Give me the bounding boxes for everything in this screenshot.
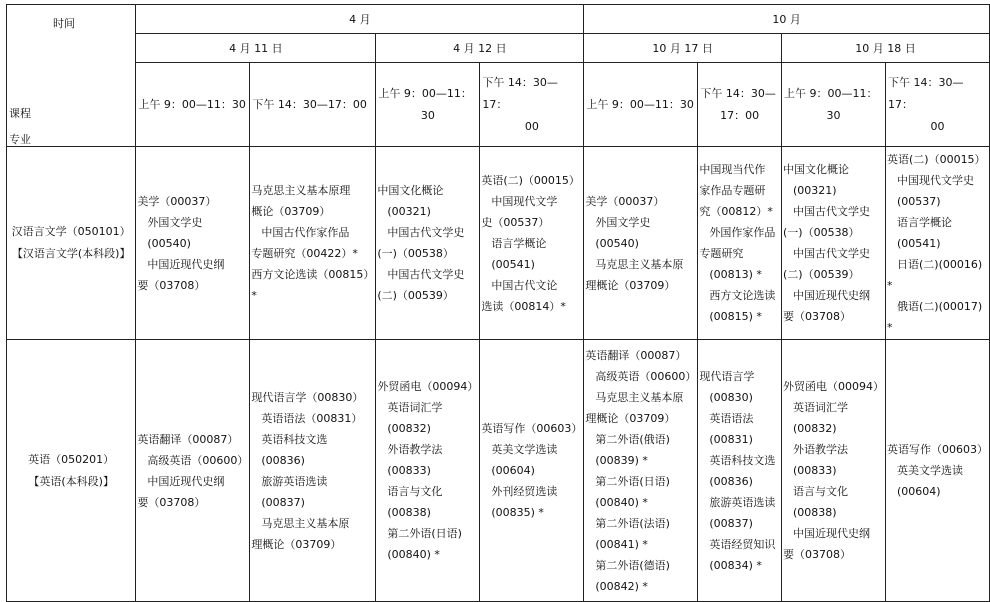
time-slot-text: 上午 9：00—11： (783, 86, 878, 100)
course-line: (00604) (491, 464, 535, 477)
course-line: 英语翻译（00087） (585, 348, 687, 362)
course-line: 外贸函电（00094） (377, 380, 479, 393)
course-cell (480, 340, 584, 602)
course-line: 英语(二)（00015） (886, 152, 986, 166)
course-cell (584, 147, 698, 340)
course-line: (00540) (595, 236, 639, 250)
course-line: 英语科技文选 (709, 453, 776, 467)
course-line: 英语语法 (709, 411, 754, 425)
course-cell (698, 147, 782, 340)
course-line: 第二外语(俄语) (595, 432, 670, 446)
course-line: (00835) * (491, 506, 544, 519)
corner-course-label: 课程 (9, 107, 31, 120)
course-line: 语言与文化 (792, 485, 848, 498)
course-cell (136, 340, 250, 602)
course-line: 第二外语(日语) (387, 527, 462, 540)
course-line: 英语写作（00603） (886, 443, 988, 456)
course-line: 第二外语(德语) (595, 558, 670, 572)
course-line: (00831) (709, 432, 753, 446)
course-line: (00836) (709, 474, 753, 488)
course-line: 中国古代文学史 (387, 226, 465, 239)
header-corner (7, 5, 136, 147)
time-slot-5 (698, 63, 782, 147)
course-line: 理概论（03709） (251, 537, 342, 551)
major-name-line: 英语（050201） (28, 452, 115, 466)
time-slot-text: 下午 14：30— (700, 86, 776, 100)
course-line: (一)（00538） (377, 247, 454, 260)
course-line: 英语写作（00603） (481, 422, 583, 435)
course-line: (00838) (387, 506, 431, 519)
course-line: 要（03708） (782, 548, 851, 561)
course-line: 马克思主义基本原理 (251, 184, 351, 197)
course-line: 英语科技文选 (261, 432, 328, 446)
time-slot-text: 下午 14：30—17： (482, 75, 558, 111)
course-cell (250, 340, 376, 602)
course-cell (376, 340, 480, 602)
course-line: (00833) (387, 464, 431, 477)
course-line: (00838) (792, 506, 837, 519)
course-line: (00840) * (595, 495, 648, 509)
day-oct-18: 10 月 18 日 (781, 34, 989, 63)
course-line: 语言学概论 (896, 215, 952, 229)
course-line: 中国古代作家作品 (261, 226, 350, 239)
course-line: 高级英语（00600） (147, 453, 249, 467)
course-cell (136, 147, 250, 340)
time-slot-0 (136, 63, 250, 147)
course-line: 中国古代文学史 (792, 247, 870, 260)
course-line: 英语经贸知识 (709, 537, 776, 551)
course-line: (00839) * (595, 453, 648, 467)
course-line: 马克思主义基本原 (595, 257, 684, 271)
time-slot-text: 17：00 (720, 108, 760, 122)
exam-schedule-table (6, 4, 990, 602)
course-line: 理概论（03709） (585, 278, 676, 292)
course-line: 中国现当代作 (699, 163, 766, 176)
course-line: 英语词汇学 (792, 401, 848, 414)
time-slot-text: 上午 9：00—11： (378, 86, 472, 100)
course-line: 高级英语（00600） (595, 369, 697, 383)
course-line: (00813) * (709, 268, 762, 281)
course-line: 中国古代文学史 (792, 205, 870, 218)
course-line: (00815) * (709, 310, 762, 323)
course-line: 中国现代文学史 (896, 173, 974, 187)
course-line: 专题研究（00422）* (251, 247, 358, 260)
course-line: (00842) * (595, 579, 648, 593)
course-line: 外国作家作品 (709, 226, 776, 239)
course-line: (00321) (792, 184, 837, 197)
course-cell (584, 340, 698, 602)
time-slot-7 (885, 63, 989, 147)
course-line: 史（00537） (481, 215, 550, 229)
course-line: * (251, 289, 257, 302)
time-slot-6 (781, 63, 885, 147)
time-slot-4 (584, 63, 698, 147)
course-line: (00537) (896, 194, 941, 208)
course-line: (00604) (896, 485, 941, 498)
course-line: (00832) (387, 422, 431, 435)
course-line: 概论（03709） (251, 205, 331, 218)
time-slot-3 (480, 63, 584, 147)
time-slot-text: 00 (524, 119, 539, 133)
course-cell (480, 147, 584, 340)
course-line: 第二外语(日语) (595, 474, 670, 488)
course-line: 日语(二)(00016) (896, 257, 983, 271)
course-line: (00541) (491, 257, 535, 271)
course-line: (00541) (896, 236, 941, 250)
course-line: (00540) (147, 236, 191, 250)
course-line: (00832) (792, 422, 837, 435)
course-line: 英语(二)（00015） (481, 173, 580, 187)
time-slot-text: 下午 14：30—17： (887, 75, 964, 111)
course-line: 英语语法（00831） (261, 411, 363, 425)
month-october: 10 月 (584, 5, 990, 34)
course-line: 外语教学法 (387, 443, 443, 456)
course-line: 语言学概论 (491, 236, 547, 250)
major-name-line: 【英语(本科段)】 (28, 474, 114, 488)
course-cell (376, 147, 480, 340)
course-line: 外刊经贸选读 (491, 485, 558, 498)
course-line: (二)（00539） (782, 268, 860, 281)
major-name-line: 【汉语言文学(本科段)】 (11, 247, 131, 260)
course-line: 外语教学法 (792, 443, 848, 456)
course-line: * (886, 278, 893, 292)
time-slot-text: 30 (420, 108, 435, 122)
course-line: 专题研究 (699, 247, 744, 260)
course-line: 英语翻译（00087） (137, 432, 239, 446)
course-cell (885, 147, 989, 340)
major-name-line: 汉语言文学（050101） (11, 225, 131, 238)
course-cell (781, 340, 885, 602)
course-line: 中国文化概论 (377, 184, 444, 197)
course-line: (一)（00538） (782, 226, 860, 239)
time-slot-text: 00 (930, 119, 945, 133)
course-line: (00321) (387, 205, 431, 218)
corner-time-label: 时间 (53, 17, 75, 30)
time-slot-text: 下午 14：30—17：00 (252, 97, 367, 111)
course-line: (00841) * (595, 537, 648, 551)
course-line: 旅游英语选读 (261, 474, 328, 488)
course-line: 选读（00814）* (481, 299, 566, 313)
time-slot-2 (376, 63, 480, 147)
day-oct-17: 10 月 17 日 (584, 34, 782, 63)
day-apr-12: 4 月 12 日 (376, 34, 584, 63)
course-line: (00834) * (709, 558, 762, 572)
course-cell (885, 340, 989, 602)
course-line: 要（03708） (137, 495, 206, 509)
course-line: 中国近现代史纲 (147, 257, 225, 271)
course-line: 理概论（03709） (585, 411, 676, 425)
course-line: * (886, 320, 893, 334)
course-line: 外国文学史 (147, 215, 203, 229)
time-slot-text: 30 (826, 108, 841, 122)
course-line: 马克思主义基本原 (261, 516, 350, 530)
course-line: (00836) (261, 453, 305, 467)
course-line: (00837) (261, 495, 305, 509)
course-line: 现代语言学（00830） (251, 390, 364, 404)
corner-major-label: 专业 (9, 133, 31, 146)
course-line: 西方文论选读 (709, 289, 776, 302)
course-line: 现代语言学 (699, 369, 755, 383)
course-line: (00840) * (387, 548, 440, 561)
course-line: 美学（00037） (137, 194, 217, 208)
time-slot-text: 上午 9：00—11：30 (586, 97, 694, 111)
course-line: 究（00812）* (699, 205, 773, 218)
course-line: 旅游英语选读 (709, 495, 776, 509)
course-line: 中国近现代史纲 (792, 289, 870, 302)
course-line: 中国近现代史纲 (147, 474, 225, 488)
time-slot-1 (250, 63, 376, 147)
major-name-cell (7, 340, 136, 602)
course-line: 美学（00037） (585, 194, 665, 208)
day-apr-11: 4 月 11 日 (136, 34, 376, 63)
course-line: (00830) (709, 390, 753, 404)
course-line: (00837) (709, 516, 753, 530)
course-line: 要（03708） (782, 310, 851, 323)
course-cell (250, 147, 376, 340)
course-line: 中国古代文学史 (387, 268, 465, 281)
time-slot-text: 上午 9：00—11：30 (138, 97, 246, 111)
major-name-cell (7, 147, 136, 340)
course-line: 中国文化概论 (782, 163, 849, 176)
course-line: 外贸函电（00094） (782, 380, 884, 393)
course-line: 英语词汇学 (387, 401, 443, 414)
course-line: 第二外语(法语) (595, 516, 670, 530)
course-line: 中国近现代史纲 (792, 527, 870, 540)
course-line: 英美文学选读 (491, 443, 558, 456)
course-line: 西方文论选读（00815） (251, 268, 375, 281)
course-line: 家作品专题研 (699, 184, 766, 197)
course-line: 外国文学史 (595, 215, 651, 229)
course-line: (二)（00539） (377, 289, 454, 302)
course-cell (781, 147, 885, 340)
course-line: 英美文学选读 (896, 464, 963, 477)
course-line: 语言与文化 (387, 485, 443, 498)
month-april: 4 月 (136, 5, 584, 34)
course-line: 中国现代文学 (491, 194, 558, 208)
course-line: 中国古代文论 (491, 278, 558, 292)
course-line: 马克思主义基本原 (595, 390, 684, 404)
course-line: 俄语(二)(00017) (896, 299, 983, 313)
course-line: (00833) (792, 464, 837, 477)
course-line: 要（03708） (137, 278, 206, 292)
course-cell (698, 340, 782, 602)
